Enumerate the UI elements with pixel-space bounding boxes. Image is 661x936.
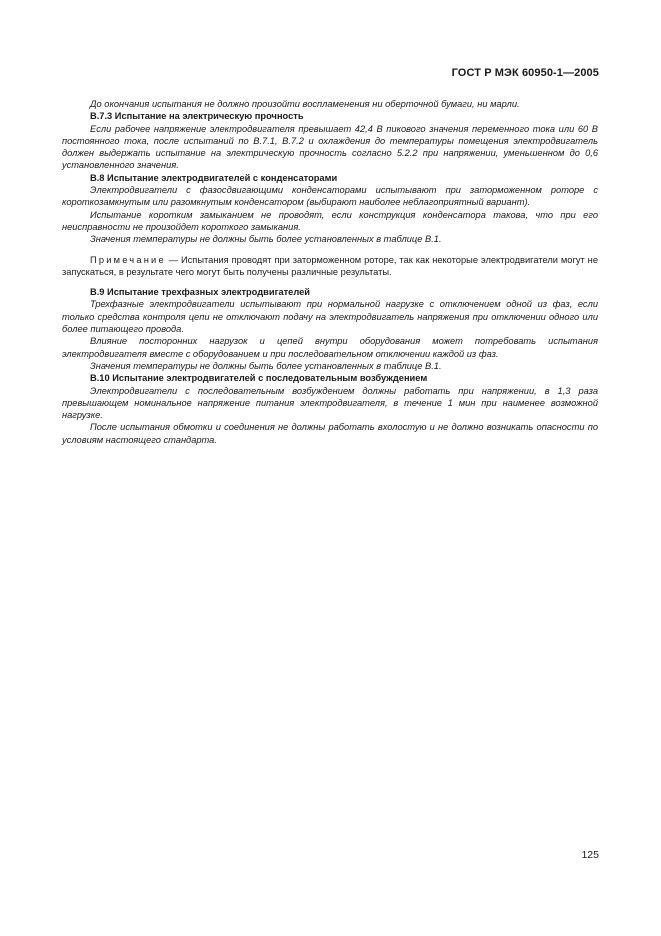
- paragraph-b8-2: Испытание коротким замыканием не проводят, если конструкция конденсатора такова, что при его неисправности не произойдет короткого замыкания.: [62, 209, 598, 232]
- standard-header: ГОСТ Р МЭК 60950-1—2005: [451, 67, 599, 79]
- paragraph-b9-2: Влияние посторонних нагрузок и цепей внутри оборудования может потребовать испытания электродвигателя вместе с оборудованием и при последовательном отключении каждой из фаз.: [62, 336, 598, 359]
- paragraph-b9-3: Значения температуры не должны быть более установленных в таблице В.1.: [90, 360, 442, 371]
- paragraph-b10-1: Электродвигатели с последовательным возбуждением должны работать при напряжении, в 1,3 раза превышающем номинальное напряжение питания электродвигателя, в течение 1 мин при наименее возможной нагрузке.: [62, 385, 598, 421]
- paragraph-b8-3: Значения температуры не должны быть более установленных в таблице В.1.: [90, 234, 442, 245]
- note-text: — Испытания проводят при заторможенном роторе, так как некоторые электродвигатели могут не запускаться, в результате чего могут быть получены различные результаты.: [62, 254, 598, 277]
- heading-b10: В.10 Испытание электродвигателей с последовательным возбуждением: [90, 373, 428, 384]
- heading-b73: В.7.3 Испытание на электрическую прочность: [90, 111, 304, 122]
- note: [62, 254, 598, 279]
- heading-b9: В.9 Испытание трехфазных электродвигателей: [90, 287, 311, 298]
- page-number: 125: [581, 849, 599, 861]
- paragraph-b73: Если рабочее напряжение электродвигателя превышает 42,4 В пикового значения переменного тока или 60 В постоянного тока, после испытаний по В.7.1, В.7.2 и охлаждения до температуры помещения электродвигатель должен выдержать испытание на электрическую прочность согласно 5.2.2 при напряжении, уменьшенном до 0,6 установленного значения.: [62, 123, 598, 171]
- paragraph-b8-1: Электродвигатели с фазосдвигающими конденсаторами испытывают при заторможенном роторе с короткозамкнутым или разомкнутым конденсатором (выбирают наиболее неблагоприятный вариант).: [62, 185, 598, 208]
- heading-b8: В.8 Испытание электродвигателей с конденсаторами: [90, 172, 338, 183]
- paragraph-b72-end: До окончания испытания не должно произойти воспламенения ни оберточной бумаги, ни марли.: [90, 99, 520, 109]
- paragraph-b10-2: После испытания обмотки и соединения не должны работать вхолостую и не должно возникать опасности по условиям настоящего стандарта.: [62, 422, 598, 445]
- paragraph-b9-1: Трехфазные электродвигатели испытывают при нормальной нагрузке с отключением одной из фаз, если только средства контроля цепи не отключают подачу на электродвигатель напряжения при отключении одного или более питающего провода.: [62, 299, 598, 335]
- page-body: [62, 98, 598, 446]
- note-label: Примечание: [90, 254, 166, 265]
